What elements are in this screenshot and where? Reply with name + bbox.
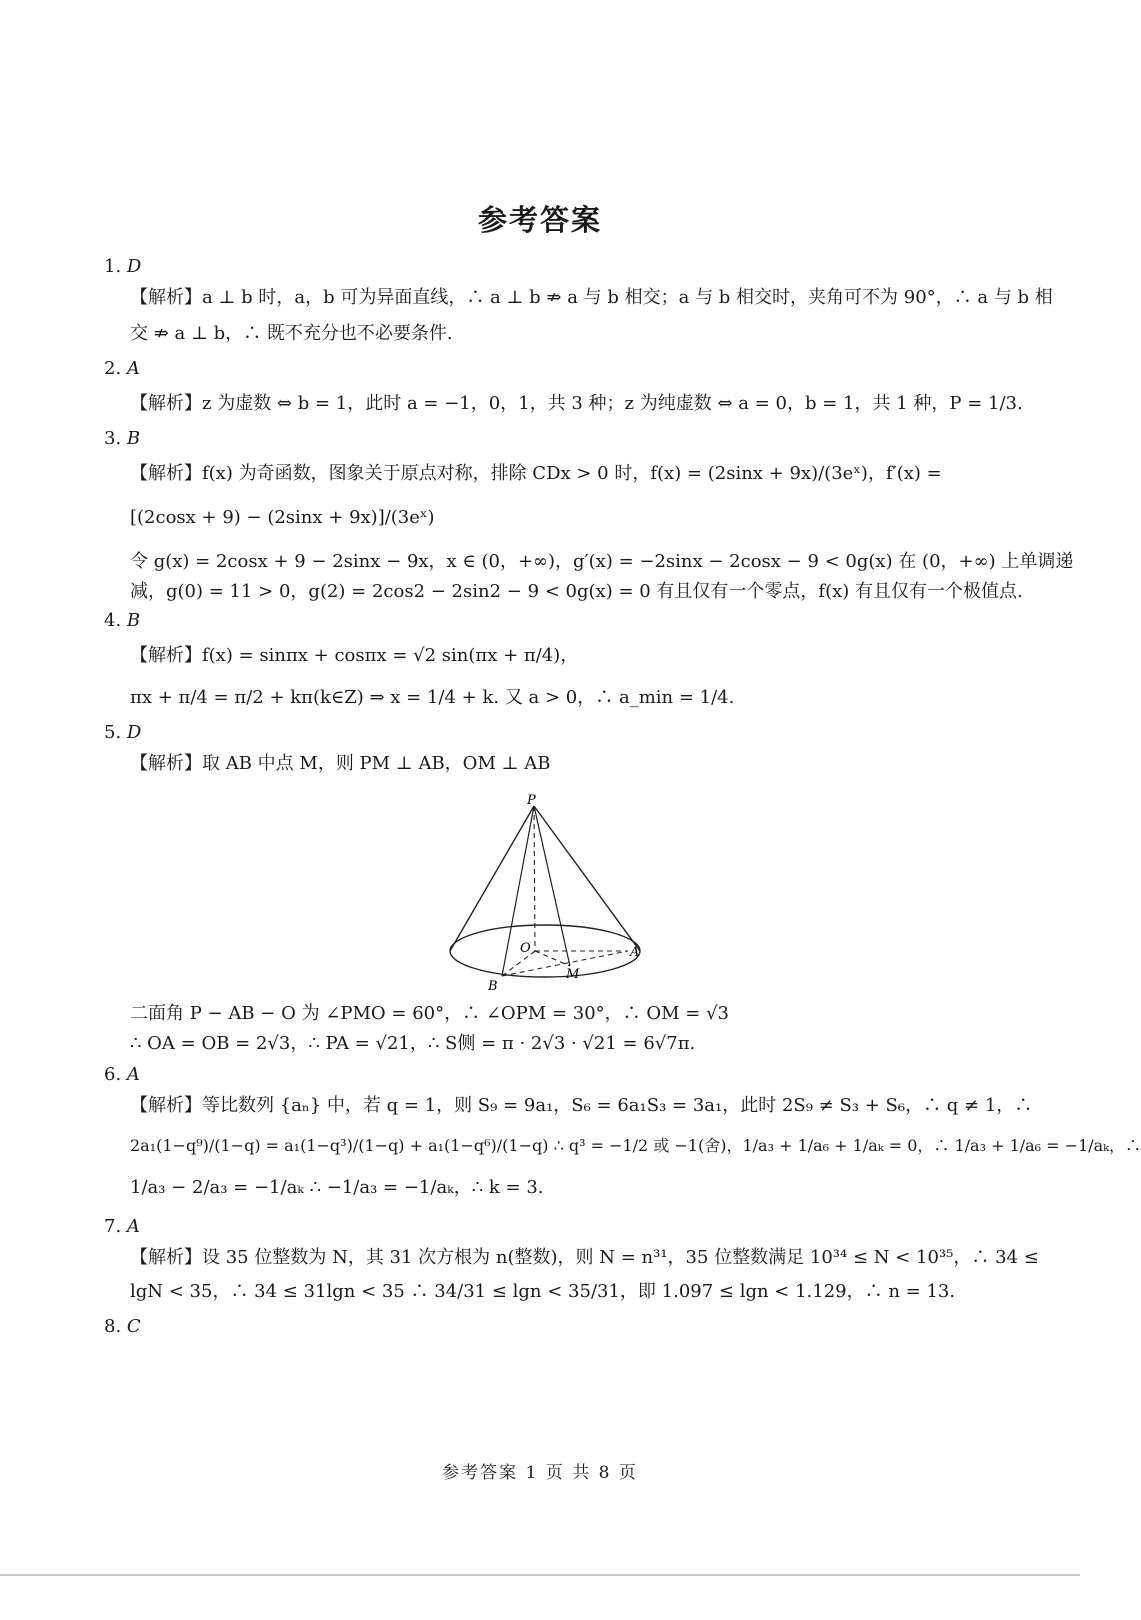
label-o: O: [520, 941, 531, 956]
question-number: 3.: [104, 428, 122, 449]
question-6-line-1: 【解析】等比数列 {aₙ} 中，若 q = 1，则 S₉ = 9a₁，S₆ = 6a₁S₃ = 3a₁，此时 2S₉ ≠ S₃ + S₆，∴ q ≠ 1，∴: [130, 1095, 1033, 1116]
question-answer: A: [126, 1216, 140, 1237]
question-6-line-3: 1/a₃ − 2/a₃ = −1/aₖ ∴ −1/a₃ = −1/aₖ，∴ k = 3.: [130, 1177, 544, 1198]
question-1-number: [104, 256, 141, 277]
question-number: 1.: [104, 256, 122, 277]
question-3-number: [104, 428, 140, 449]
question-number: 8.: [104, 1316, 122, 1337]
question-7-number: [104, 1216, 140, 1237]
bottom-rule: [0, 1574, 1080, 1576]
question-answer: B: [126, 610, 141, 631]
question-7-line-2: lgN < 35，∴ 34 ≤ 31lgn < 35 ∴ 34/31 ≤ lgn < 35/31，即 1.097 ≤ lgn < 1.129，∴ n = 13.: [130, 1281, 956, 1302]
question-1-line-1: 【解析】a ⊥ b 时，a，b 可为异面直线，∴ a ⊥ b ⇏ a 与 b 相交；a 与 b 相交时，夹角可不为 90°，∴ a 与 b 相: [130, 287, 1053, 308]
height-po: [534, 806, 535, 951]
question-4-line-1: 【解析】f(x) = sinπx + cosπx = √2 sin(πx + π/4)，: [130, 645, 579, 666]
question-3-line-3: 令 g(x) = 2cosx + 9 − 2sinx − 9x，x ∈ (0，+∞)，g′(x) = −2sinx − 2cosx − 9 < 0g(x) 在 (0，+∞) 上单调递: [130, 551, 1074, 572]
question-7-line-1: 【解析】设 35 位整数为 N，其 31 次方根为 n(整数)，则 N = n³¹，35 位整数满足 10³⁴ ≤ N < 10³⁵，∴ 34 ≤: [130, 1247, 1039, 1268]
question-6-number: [104, 1064, 140, 1085]
question-5-line-2: 二面角 P − AB − O 为 ∠PMO = 60°，∴ ∠OPM = 30°，∴ OM = √3: [130, 1003, 730, 1024]
label-b: B: [488, 979, 498, 994]
question-2-number: [104, 358, 140, 379]
question-5-line-1: 【解析】取 AB 中点 M，则 PM ⊥ AB，OM ⊥ AB: [130, 753, 551, 774]
question-4-line-2: πx + π/4 = π/2 + kπ(k∈Z) ⇒ x = 1/4 + k. 又 a > 0，∴ a_min = 1/4.: [130, 687, 735, 708]
question-number: 4.: [104, 610, 122, 631]
question-number: 2.: [104, 358, 122, 379]
question-number: 6.: [104, 1064, 122, 1085]
question-6-line-2: 2a₁(1−q⁹)/(1−q) = a₁(1−q³)/(1−q) + a₁(1−q⁶)/(1−q) ∴ q³ = −1/2 或 −1(舍)，1/a₃ + 1/a₆ + 1/aₖ = 0，∴ 1/a₃ + 1/a₆ = −1/aₖ，∴: [130, 1136, 1141, 1155]
question-1-line-2: 交 ⇏ a ⊥ b，∴ 既不充分也不必要条件.: [130, 323, 453, 344]
question-4-number: [104, 610, 140, 631]
question-8-number: [104, 1316, 141, 1337]
question-5-line-3: ∴ OA = OB = 2√3，∴ PA = √21，∴ S侧 = π · 2√3 · √21 = 6√7π.: [130, 1033, 696, 1054]
label-a: A: [630, 945, 640, 960]
question-3-line-1: 【解析】f(x) 为奇函数，图象关于原点对称，排除 CDx > 0 时，f(x) = (2sinx + 9x)/(3eˣ)，f′(x) =: [130, 463, 942, 484]
question-3-line-2: [(2cosx + 9) − (2sinx + 9x)]/(3eˣ): [130, 507, 435, 528]
question-answer: D: [126, 256, 142, 277]
question-answer: A: [126, 1064, 140, 1085]
question-2-line-1: 【解析】z 为虚数 ⇔ b = 1，此时 a = −1，0，1，共 3 种；z 为纯虚数 ⇔ a = 0，b = 1，共 1 种，P = 1/3.: [130, 393, 1023, 414]
question-answer: D: [126, 722, 142, 743]
question-answer: C: [126, 1316, 141, 1337]
page-title: 参考答案: [477, 203, 602, 237]
question-3-line-4: 减，g(0) = 11 > 0，g(2) = 2cos2 − 2sin2 − 9 < 0g(x) = 0 有且仅有一个零点，f(x) 有且仅有一个极值点.: [130, 581, 1023, 602]
label-m: M: [566, 967, 580, 982]
page-footer: 参考答案 1 页 共 8 页: [442, 1463, 638, 1483]
question-number: 7.: [104, 1216, 122, 1237]
label-p: P: [527, 793, 536, 808]
question-answer: B: [126, 428, 141, 449]
question-answer: A: [126, 358, 140, 379]
cone-figure: [440, 793, 650, 996]
question-number: 5.: [104, 722, 122, 743]
question-5-number: [104, 722, 141, 743]
